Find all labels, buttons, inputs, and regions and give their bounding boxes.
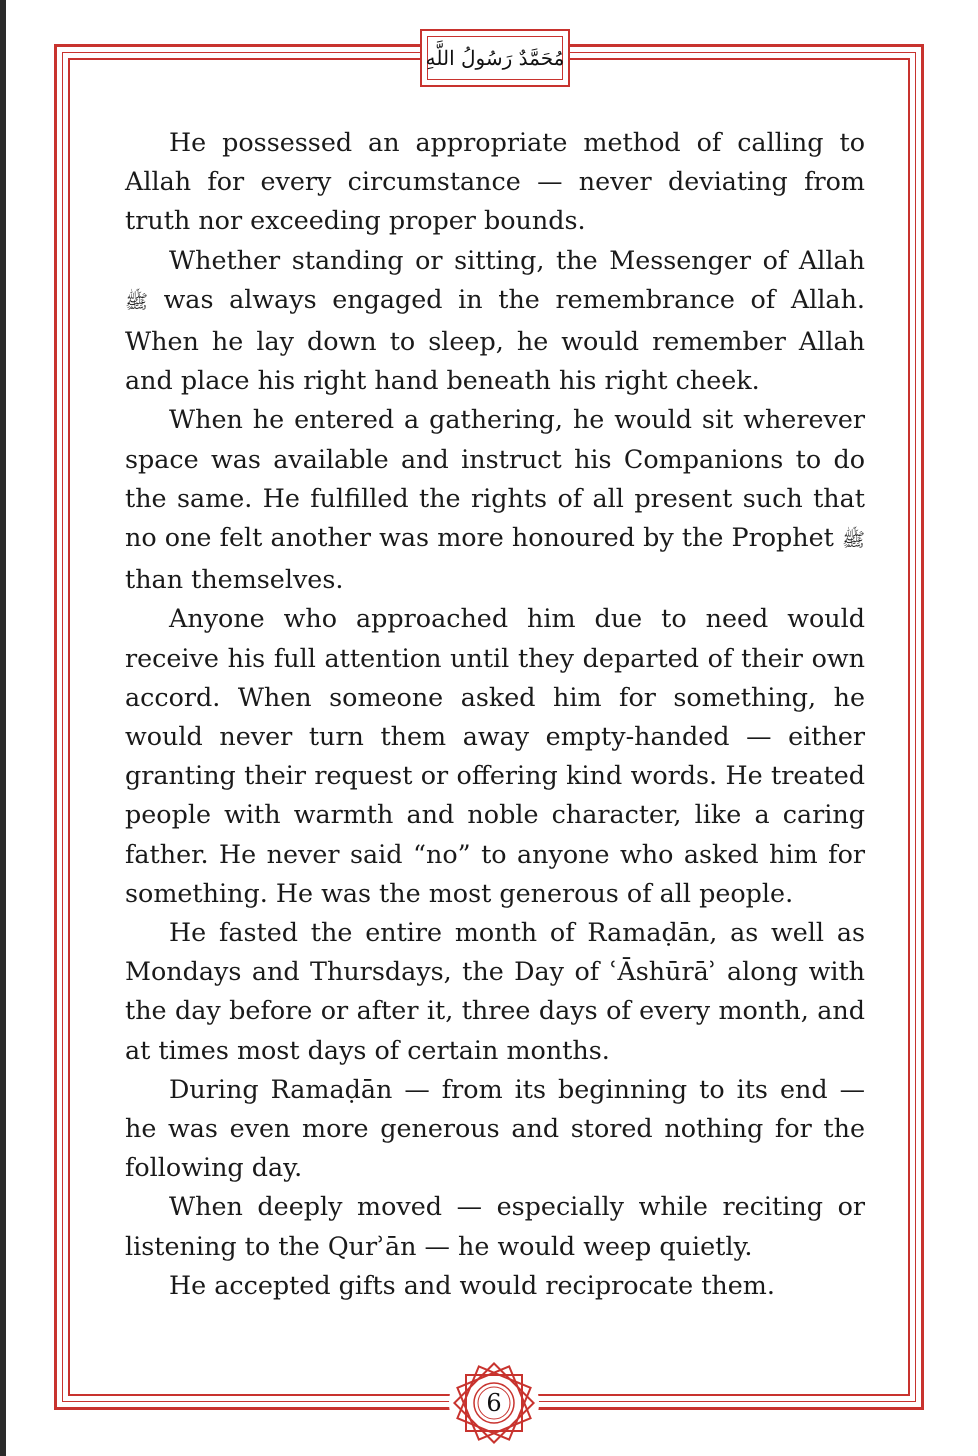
- paragraph-1: [125, 123, 865, 241]
- paragraph-7-text: When deeply moved — especially while reciting or listening to the Qurʾān — he would weep quietly.: [125, 1191, 865, 1261]
- paragraph-3: [125, 400, 865, 599]
- paragraph-8-text: He accepted gifts and would reciprocate them.: [169, 1269, 775, 1300]
- page-number: 6: [486, 1389, 502, 1417]
- paragraph-2: [125, 241, 865, 401]
- header-calligraphy-text: مُحَمَّدٌ رَسُولُ اللَّهِ: [425, 46, 565, 70]
- paragraph-2-text-b: was always engaged in the remembrance of Allah. When he lay down to sleep, he would remember Allah and place his right hand beneath his right cheek.: [125, 283, 865, 396]
- header-calligraphy-box: [420, 29, 570, 87]
- paragraph-4: [125, 599, 865, 913]
- paragraph-5-text: He fasted the entire month of Ramaḍān, as well as Mondays and Thursdays, the Day of ʿĀshūrāʾ along with the day before or after it, three days of every month, and at times most days of certain months.: [125, 917, 865, 1065]
- paragraph-6: [125, 1070, 865, 1188]
- paragraph-7: [125, 1187, 865, 1265]
- paragraph-5: [125, 913, 865, 1070]
- paragraph-4-text: Anyone who approached him due to need would receive his full attention until they departed of their own accord. When someone asked him for something, he would never turn them away empty-handed — either granting their request or offering kind words. He treated people with warmth and noble character, like a caring father. He never said “no” to anyone who asked him for something. He was the most generous of all people.: [125, 603, 865, 908]
- left-edge-shadow: [0, 0, 6, 1456]
- main-text-body: [125, 123, 865, 1305]
- paragraph-2-text-a: Whether standing or sitting, the Messenger of Allah: [169, 244, 865, 275]
- paragraph-1-text: He possessed an appropriate method of calling to Allah for every circumstance — never deviating from truth nor exceeding proper bounds.: [125, 127, 865, 236]
- paragraph-8: [125, 1266, 865, 1305]
- paragraph-6-text: During Ramaḍān — from its beginning to its end — he was even more generous and stored nothing for the following day.: [125, 1073, 865, 1183]
- paragraph-3-text-b: than themselves.: [125, 564, 344, 595]
- honorific-symbol: ﷺ: [842, 529, 865, 552]
- honorific-symbol: ﷺ: [125, 290, 148, 313]
- paragraph-3-text-a: When he entered a gathering, he would sit wherever space was available and instruct his Companions to do the same. He fulfilled the rights of all present such that no one felt another was more honoured by the Prophet: [125, 404, 865, 553]
- page-number-ornament: [449, 1358, 539, 1448]
